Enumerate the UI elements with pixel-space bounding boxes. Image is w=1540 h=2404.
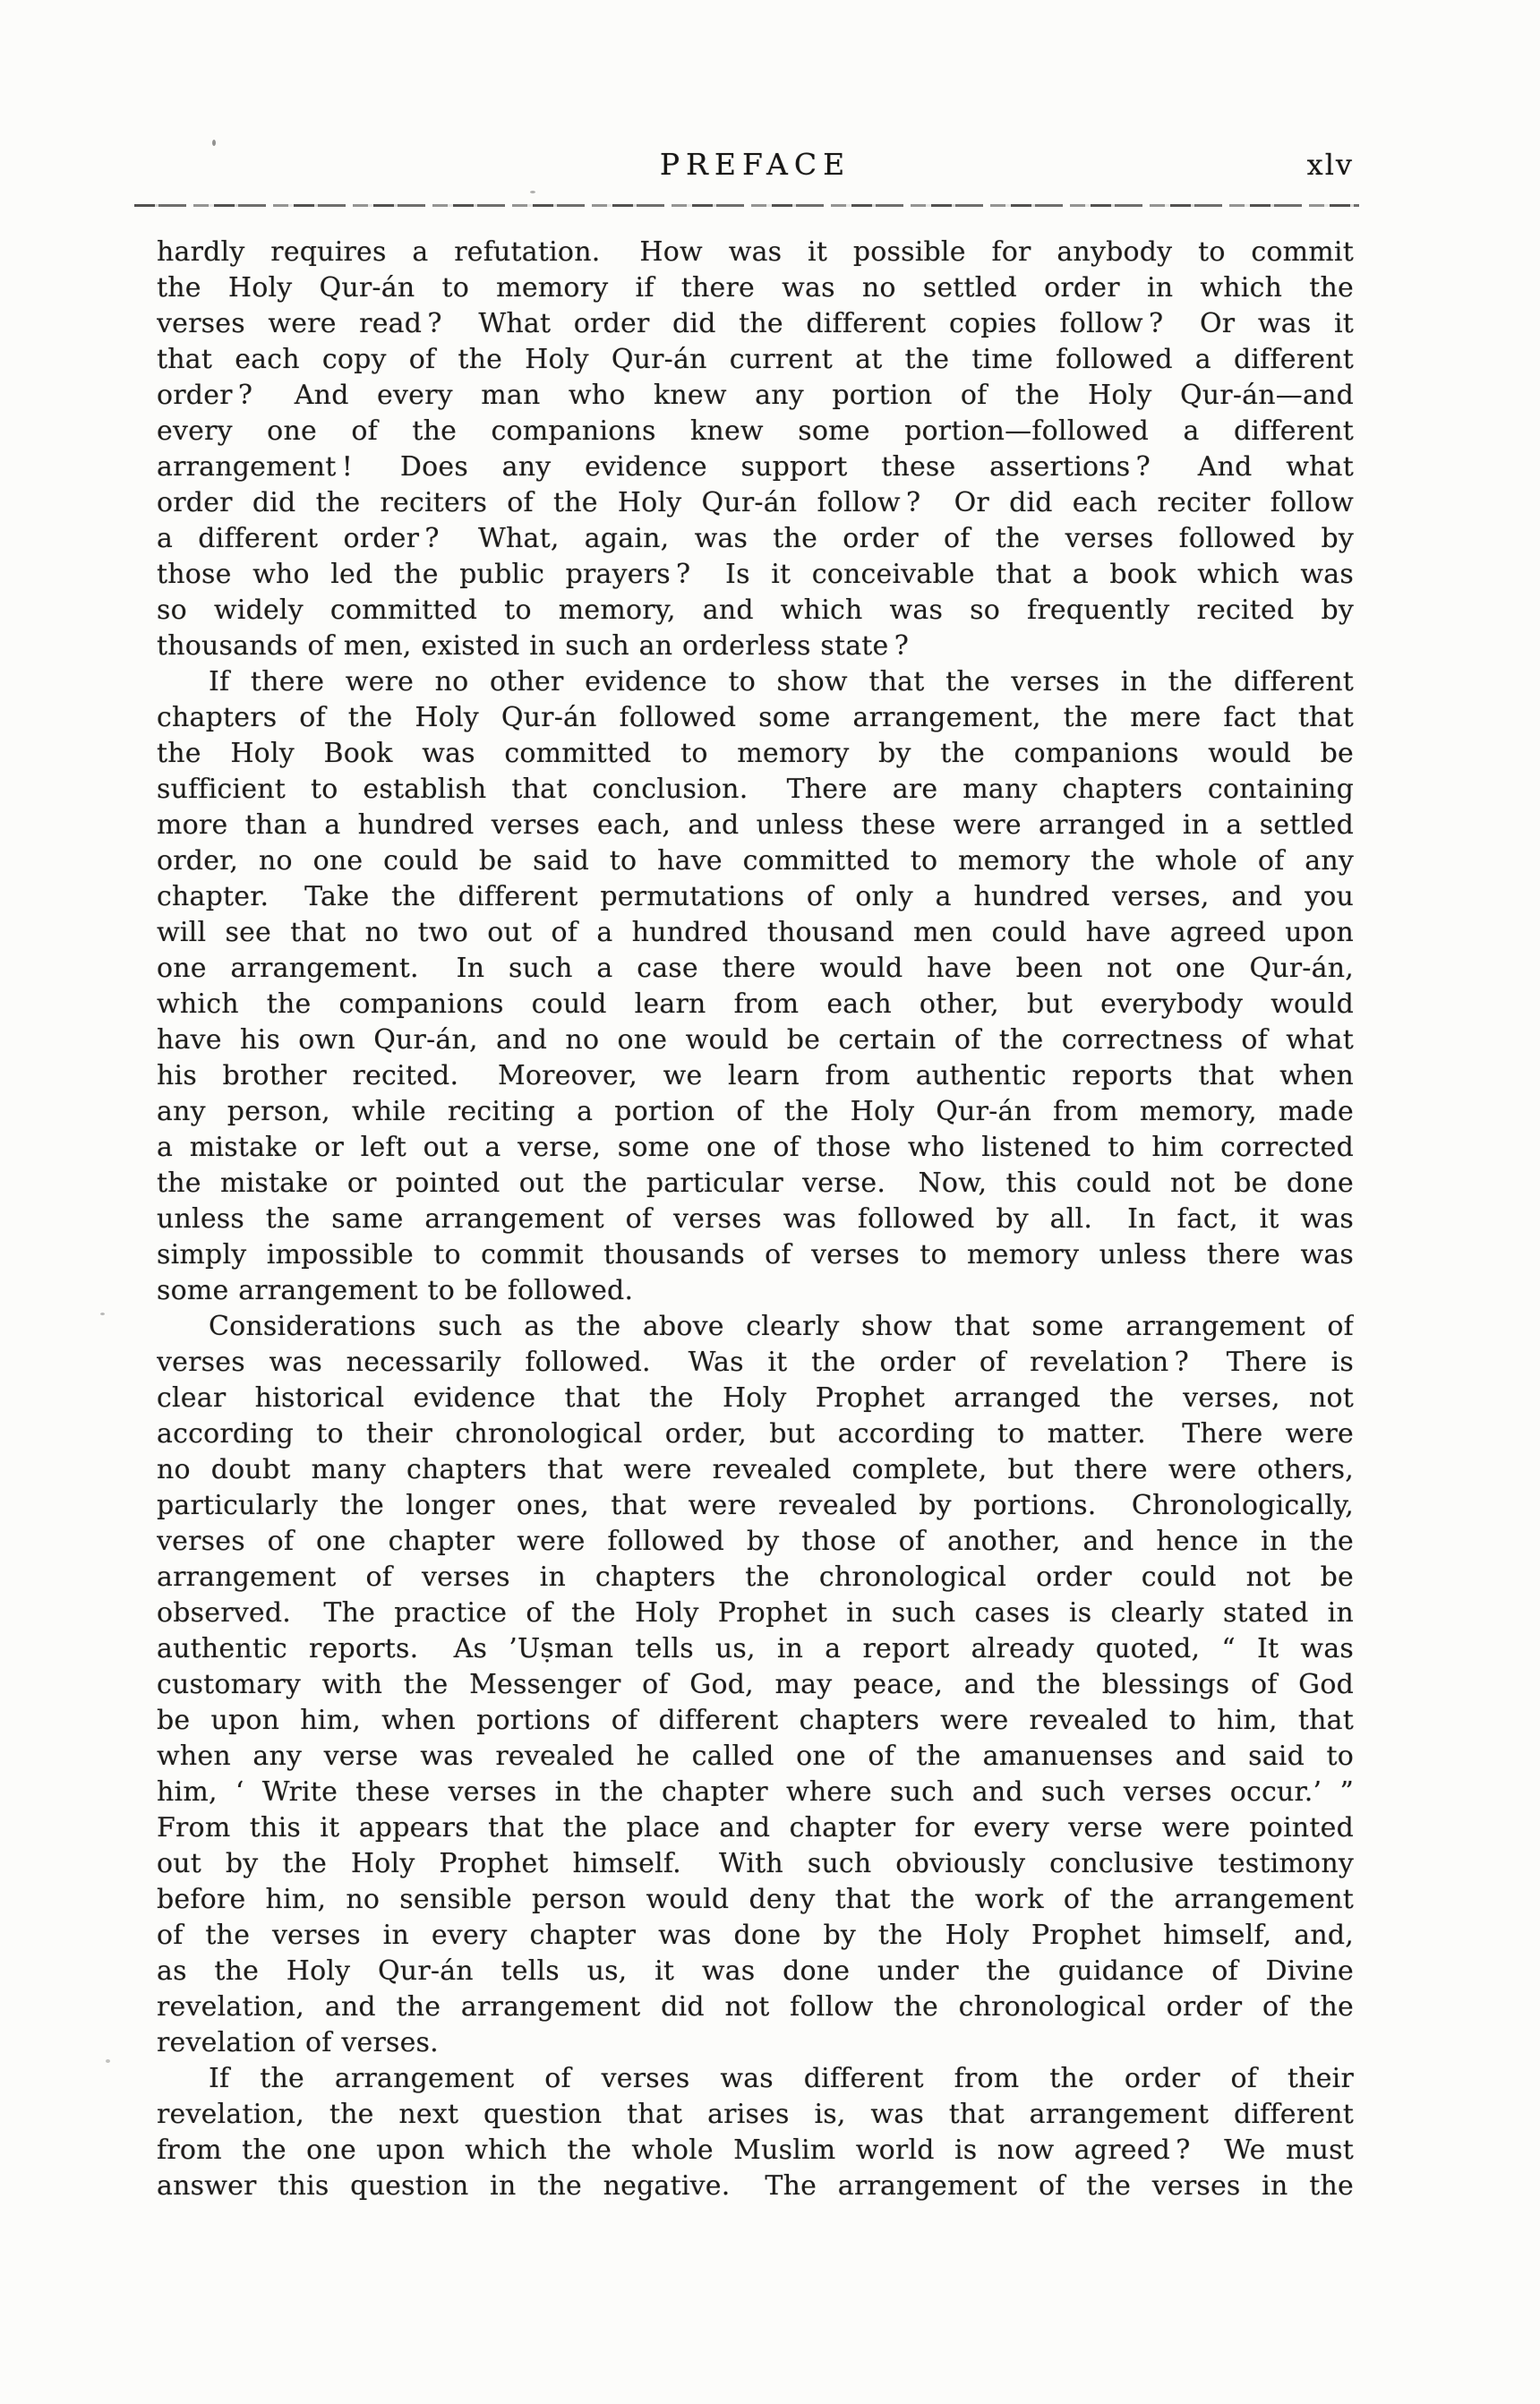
text-line: from the one upon which the whole Muslim world is now agreed ? We must: [157, 2135, 1354, 2166]
text-line: simply impossible to commit thousands of verses to memory unless there was: [157, 1239, 1354, 1270]
header-rule: [134, 204, 1359, 207]
text-line: the Holy Qur-án to memory if there was no settled order in which the: [157, 272, 1354, 304]
text-line: revelation, the next question that arises is, was that arrangement different: [157, 2099, 1354, 2130]
text-line: If there were no other evidence to show that the verses in the different: [209, 666, 1354, 697]
text-line: be upon him, when portions of different chapters were revealed to him, that: [157, 1705, 1354, 1736]
text-line: authentic reports. As ’Uṣman tells us, in a report already quoted, “ It was: [157, 1633, 1354, 1664]
scan-speck: [212, 140, 216, 146]
text-line: which the companions could learn from each other, but everybody would: [157, 988, 1354, 1020]
text-line: any person, while reciting a portion of the Holy Qur-án from memory, made: [157, 1096, 1354, 1127]
text-line: observed. The practice of the Holy Prophet in such cases is clearly stated in: [157, 1597, 1354, 1629]
text-line: those who led the public prayers ? Is it conceivable that a book which was: [157, 559, 1354, 590]
text-line: chapter. Take the different permutations of only a hundred verses, and you: [157, 881, 1354, 912]
text-line: before him, no sensible person would deny that the work of the arrangement: [157, 1884, 1354, 1915]
text-line: sufficient to establish that conclusion. There are many chapters containing: [157, 774, 1354, 805]
text-line: out by the Holy Prophet himself. With such obviously conclusive testimony: [157, 1848, 1354, 1879]
text-line: revelation of verses.: [157, 2027, 439, 2058]
text-line: Considerations such as the above clearly show that some arrangement of: [209, 1311, 1354, 1342]
text-line: the mistake or pointed out the particular verse. Now, this could not be done: [157, 1168, 1354, 1199]
text-line: revelation, and the arrangement did not follow the chronological order of the: [157, 1991, 1354, 2023]
paragraph: [157, 1309, 1354, 2061]
text-line: of the verses in every chapter was done by the Holy Prophet himself, and,: [157, 1920, 1354, 1951]
text-line: according to their chronological order, but according to matter. There were: [157, 1418, 1354, 1450]
text-line: arrangement ! Does any evidence support these assertions ? And what: [157, 451, 1354, 483]
text-line: order ? And every man who knew any portion of the Holy Qur-án—and: [157, 380, 1354, 411]
text-line: unless the same arrangement of verses was followed by all. In fact, it was: [157, 1203, 1354, 1235]
text-line: hardly requires a refutation. How was it possible for anybody to commit: [157, 236, 1354, 268]
text-line: no doubt many chapters that were revealed complete, but there were others,: [157, 1454, 1354, 1485]
running-title: PREFACE: [659, 147, 851, 182]
paragraph: [157, 235, 1354, 664]
text-line: will see that no two out of a hundred thousand men could have agreed upon: [157, 917, 1354, 948]
text-line: every one of the companions knew some portion—followed a different: [157, 415, 1354, 447]
text-line: his brother recited. Moreover, we learn from authentic reports that when: [157, 1060, 1354, 1091]
text-block: [157, 235, 1354, 2204]
text-line: a different order ? What, again, was the order of the verses followed by: [157, 523, 1354, 554]
text-line: more than a hundred verses each, and unless these were arranged in a settled: [157, 809, 1354, 841]
text-line: have his own Qur-án, and no one would be certain of the correctness of what: [157, 1024, 1354, 1056]
text-line: the Holy Book was committed to memory by the companions would be: [157, 738, 1354, 769]
text-line: some arrangement to be followed.: [157, 1275, 634, 1306]
scan-speck: [106, 2059, 110, 2063]
text-line: particularly the longer ones, that were revealed by portions. Chronologically,: [157, 1490, 1354, 1521]
paragraph: [157, 664, 1354, 1309]
text-line: arrangement of verses in chapters the chronological order could not be: [157, 1561, 1354, 1593]
scan-speck: [100, 1313, 105, 1315]
text-line: him, ‘ Write these verses in the chapter where such and such verses occur.’ ”: [157, 1776, 1354, 1808]
scan-speck: [530, 191, 535, 193]
text-line: If the arrangement of verses was different from the order of their: [209, 2063, 1354, 2094]
text-line: a mistake or left out a verse, some one of those who listened to him corrected: [157, 1132, 1354, 1163]
text-line: as the Holy Qur-án tells us, it was done under the guidance of Divine: [157, 1955, 1354, 1987]
text-line: thousands of men, existed in such an orderless state ?: [157, 630, 909, 662]
text-line: verses was necessarily followed. Was it the order of revelation ? There is: [157, 1347, 1354, 1378]
text-line: verses were read ? What order did the different copies follow ? Or was it: [157, 308, 1354, 339]
text-line: order, no one could be said to have committed to memory the whole of any: [157, 845, 1354, 877]
page-number: xlv: [1306, 148, 1354, 182]
paragraph: [157, 2061, 1354, 2204]
text-line: order did the reciters of the Holy Qur-án follow ? Or did each reciter follow: [157, 487, 1354, 518]
text-line: clear historical evidence that the Holy Prophet arranged the verses, not: [157, 1382, 1354, 1414]
text-line: chapters of the Holy Qur-án followed some arrangement, the mere fact that: [157, 702, 1354, 733]
text-line: that each copy of the Holy Qur-án current at the time followed a different: [157, 344, 1354, 375]
text-line: From this it appears that the place and chapter for every verse were pointed: [157, 1812, 1354, 1844]
text-line: customary with the Messenger of God, may peace, and the blessings of God: [157, 1669, 1354, 1700]
text-line: one arrangement. In such a case there would have been not one Qur-án,: [157, 953, 1354, 984]
text-line: so widely committed to memory, and which was so frequently recited by: [157, 595, 1354, 626]
text-line: verses of one chapter were followed by those of another, and hence in the: [157, 1526, 1354, 1557]
text-line: when any verse was revealed he called one of the amanuenses and said to: [157, 1741, 1354, 1772]
text-line: answer this question in the negative. The arrangement of the verses in the: [157, 2170, 1354, 2202]
